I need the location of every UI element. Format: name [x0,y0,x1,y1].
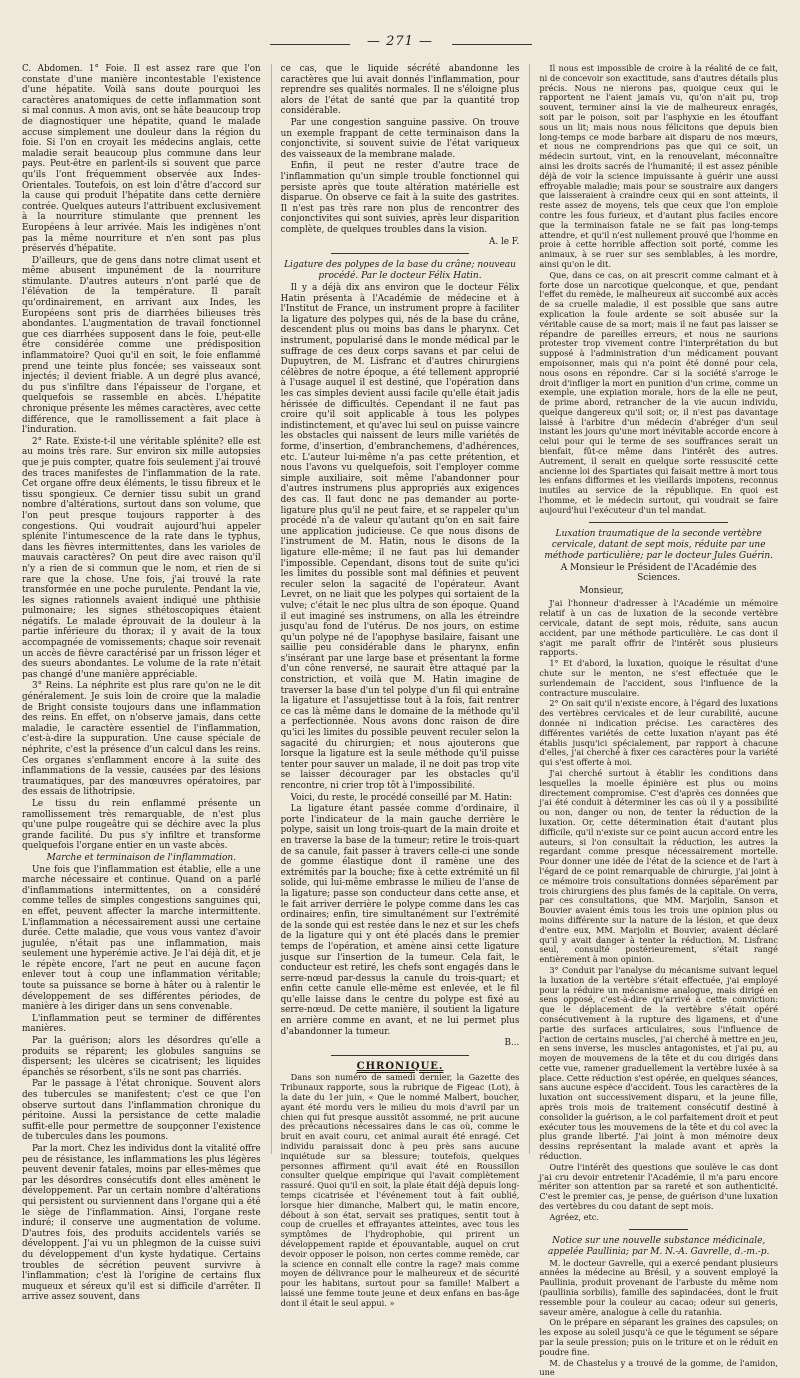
paragraph: D'ailleurs, que de gens dans notre climat usent et même abusent impunément de la nourriture stimulante. D'autres auteurs n'ont parlé que de l'élévation de la température. Il paraît qu'ordinairement, en arrivant aux Indes, les Européens sont pris de diarrhées bilieuses très abondantes. L'augmentation de travail fonctionnel que ces diarrhées supposent dans le foie, peut-elle être considérée comme une prédisposition inflammatoire? Quoi qu'il en soit, le foie enflammé prend une teinte plus foncée; ses vaisseaux sont injectés; il devient friable. A un degré plus avancé, du pus s'infiltre dans l'épaisseur de l'organe, et quelquefois se rassemble en abcès. L'hépatite chronique présente les mêmes caractères, avec cette différence, que le ramollissement a fait place à l'induration. [22,255,261,436]
divider [331,253,470,254]
column-1 [22,64,261,1303]
signature: A. le F. [489,236,520,247]
paragraph: Voici, du reste, le procédé conseillé par M. Hatin: [290,792,513,803]
paragraph: Il y a déjà dix ans environ que le docteur Félix Hatin présenta à l'Académie de médecine et à l'Institut de France, un instrument propre à faciliter la ligature des polypes qui, nés de la base du crâne, descendent plus ou moins bas dans le pharynx. Cet instrument, popularisé dans le monde médical par le suffrage de ces deux corps savans et par celui de Dupuytren, de M. Lisfranc et d'autres chirurgiens célèbres de notre époque, a été tellement approprié à l'usage auquel il est destiné, que l'opération dans les cas simples devient aussi facile qu'elle était jadis hérissée de difficultés. Cependant il ne faut pas croire qu'il soit applicable à tous les polypes indistinctement, et qu'avec lui seul on puisse vaincre les obstacles qui naissent de leurs mille variétés de forme, d'insertion, d'embranchemens, d'adhérences, etc. L'auteur lui-même n'a pas cette prétention, et nous l'avons vu quelquefois, soit l'employer comme simple auxiliaire, soit même l'abandonner pour d'autres instrumens plus appropriés aux exigences des cas. Il faut donc ne pas demander au porte-ligature plus qu'il ne peut faire, et se rappeler qu'un procédé n'a de valeur qu'autant qu'on en sait faire une application judicieuse. Ce que nous disons de l'instrument de M. Hatin, nous le disons de la ligature elle-même; il ne faut pas lui demander l'impossible. Cependant, disons tout de suite qu'ici les limites du possible sont mal définies et peuvent reculer selon la sagacité de l'opérateur. Avant Levret, on ne liait que les polypes qui sortaient de la vulve; c'était le nec plus ultra de son époque. Quand il eut imaginé ses instrumens, on alla les étreindre jusqu'au fond de l'utérus. De nos jours, on estime qu'un polype né de l'apophyse basilaire, faisant une saillie peu considérable dans le pharynx, enfin s'insérant par une large base et présentant la forme d'un cône renversé, ne saurait être attaqué par la constriction, et voilà que M. Hatin imagine de traverser la base d'un tel polype d'un fil qui entraîne la ligature et l'assujettisse tout à la fois, fait rentrer ce cas là même dans le domaine de la méthode qu'il a perfectionnée. Nous avons donc raison de dire qu'ici les limites du possible peuvent reculer selon la sagacité du chirurgien; et nous ajouterons que lorsque la ligature est la seule méthode qu'il puisse tenter pour sauver un malade, il ne doit pas trop vite se laisser décourager par les obstacles qu'il rencontre, ni crier trop tôt à l'impossibilité. [280,283,520,791]
paragraph: Par une congestion sanguine passive. On trouve un exemple frappant de cette terminaison dans la conjonctivite, si souvent suivie de l'état variqueux des vaisseaux de la membrane malade. [280,117,520,160]
article-title: Luxation traumatique de la seconde vertèbre cervicale, datant de sept mois, réduite par une méthode particulière; par le docteur Jules Guérin. [544,528,774,561]
paragraph: Le tissu du rein enflammé présente un ramollissement très remarquable, de n'est plus qu'une pulpe rougeâtre qui se déchire avec la plus grande facilité. Du pus s'y infiltre et transforme quelquefois l'organe entier en un vaste abcès. [22,798,261,852]
page-header [0,34,800,54]
divider [331,1055,470,1056]
paragraph: Par la mort. Chez les individus dont la vitalité offre peu de résistance, les inflammations les plus légères peuvent devenir fatales, moins par elles-mêmes que par les désordres consécutifs dont elles amènent le développement. Par un certain nombre d'altérations qui persistent ou surviennent dans l'organe qui a été le siège de l'inflammation. Ainsi, l'organe reste induré; il conserve une augmentation de volume. D'autres fois, des produits accidentels variés se développent. J'ai vu un phlegmon de la cuisse suivi du développement d'un kyste hydatique. Certains troubles de sécrétion peuvent survivre à l'inflammation; c'est là l'origine de certains flux muqueux et séreux qu'il est si difficile d'arrêter. Il arrive assez souvent, dans [22,1143,261,1303]
article-title: Notice sur une nouvelle substance médicinale, appelée Paullinia; par M. N.-A. Gavrelle, d.-m.-p. [547,1235,770,1257]
paragraph: 3° Conduit par l'analyse du mécanisme suivant lequel la luxation de la vertèbre s'était effectuée, j'ai employé pour la réduire un mécanisme analogue, mais dirigé en sens opposé, c'est-à-dire qu'arrivé à cette conviction: que le déplacement de la vertèbre s'était opéré consécutivement à la rupture des ligamens, et d'une partie des surfaces articulaires, sous l'influence de l'action de certains muscles, j'ai cherché à mettre en jeu, en sens inverse, les muscles antagonistes, et j'ai pu, au moyen de mouvemens de la tête et du cou dirigés dans cette vue, ramener graduellement la vertèbre luxée à sa place. Cette réduction s'est opérée, en quelques séances, sans aucune espèce d'accident. Tous les caractères de la luxation ont successivement disparu, et la jeune fille, après trois mois de traitement consécutif destiné à consolider la guérison, a le col parfaitement droit et peut exécuter tous les mouvemens de la tête et du col avec la plus grande liberté. J'ai joint à mon mémoire deux dessins représentant la malade avant et après la réduction. [539,964,779,1162]
page-number: — 271 — [366,34,434,49]
paragraph: Une fois que l'inflammation est établie, elle a une marche nécessaire et continue. Quand on a parlé d'inflammations intermittentes, on a considéré comme telles de simples congestions sanguines qui, en effet, peuvent affecter la marche intermittente. L'inflammation a nécessairement aussi une certaine durée. Cette maladie, que vous vous vantez d'avoir jugulée, n'était pas une inflammation, mais seulement une hyperémie active. Je l'ai déjà dit, et je le répète encore, l'art ne peut en aucune façon enlever tout à coup une inflammation véritable; toute sa puissance se borne à hâter ou à ralentir le développement de ses différentes périodes, de manière à les diriger dans un sens convenable. [22,864,261,1013]
paragraph: 3° Reins. La néphrite est plus rare qu'on ne le dit généralement. Je suis loin de croire que la maladie de Bright consiste toujours dans une inflammation des reins. En effet, on n'observe jamais, dans cette maladie, le caractère essentiel de l'inflammation, c'est-à-dire la suppuration. Une cause spéciale de néphrite, c'est la présence d'un calcul dans les reins. Ces organes s'enflamment encore à la suite des inflammations de la vessie, causées par des lésions traumatiques, par des manœuvres opératoires, par des essais de lithotripsie. [22,681,261,798]
paragraph: J'ai cherché surtout à établir les conditions dans lesquelles la moelle épinière est plus ou moins directement compromise. C'est d'après ces données que j'ai été conduit à déterminer les cas où il y a possibilité ou non, danger ou non, de tenter la réduction de la luxation. Or, cette détermination était d'autant plus difficile, qu'il n'existe sur ce point aucun accord entre les auteurs, si l'on consultait la réduction, les autres la regardant comme presque nécessairement mortelle. Pour donner une idée de l'état de la science et de l'art à l'égard de ce point remarquable de chirurgie, j'ai joint à ce mémoire trois consultations données séparément par trois chirurgiens des plus famés de la capitale. On verra, par ces consultations, que MM. Marjolin, Sanson et Bouvier avaient émis tous les trois une opinion plus ou moins différente sur la nature de la lésion, et que deux d'entre eux, MM. Marjolin et Bouvier, avaient déclaré qu'il y avait danger à tenter la réduction. M. Lisfranc seul, consulté postérieurement, s'était rangé entièrement à mon opinion. [539,767,779,965]
paragraph: L'inflammation peut se terminer de différentes manières. [22,1013,261,1035]
chronique-title: CHRONIQUE. [356,1060,444,1072]
paragraph: On le prépare en séparant les graines des capsules; on les expose au soleil jusqu'à ce que le tégument se sépare par la seule pression; puis on le triture et on le réduit en poudre fine. [539,1317,779,1357]
column-2 [271,64,520,1308]
paragraph: Agréez, etc. [549,1211,599,1222]
paragraph: ce cas, que le liquide sécrété abandonne les caractères que lui avait donnés l'inflammation, pour reprendre ses qualités normales. Il ne s'éloigne plus alors de l'état de santé que par la quantité trop considérable. [280,64,520,117]
paragraph: Que, dans ce cas, on ait prescrit comme calmant et à forte dose un narcotique quelconque, et que, pendant l'effet du remède, le malheureux ait succombé aux accès de sa cruelle maladie, il est possible que sans autre explication la foule ardente se soit abusée sur la véritable cause de sa mort; mais il ne faut pas laisser se répandre de pareilles erreurs, et nous ne saurions protester trop vivement contre l'interprétation du but supposé à l'administration d'un médicament pouvant empoisonner, mais qui n'a point été donné pour cela, nous osons en répondre. Car si la société s'arroge le droit d'infliger la mort en punition d'un crime, comme un exemple, une expiation morale, hors de la elle ne peut, de prime abord, retrancher de la vie aucun individu, quelque dangereux qu'il soit; or, il n'est pas davantage laissé à l'arbitre d'un médecin d'abréger d'un seul instant les jours qu'une mort inévitable accorde encore à celui pour qui le terme de ses souffrances serait un bienfait, fût-ce même dans l'intérêt des autres. Autrement, il serait en quelque sorte ressuscité cette ancienne loi des Spartiates qui faisait mettre à mort tous les enfans difformes et les vieillards impotens, reconnus inutiles au service de la république. En quoi est l'homme, et le médecin surtout, qui voudrait se faire aujourd'hui l'exécuteur d'un tel mandat. [539,269,779,515]
paragraph: Par le passage à l'état chronique. Souvent alors des tubercules se manifestent; c'est ce que l'on observe surtout dans l'inflammation chronique du péritoine. Aussi la persistance de cette maladie suffit-elle pour permettre de soupçonner l'existence de tubercules dans les poumons. [22,1079,261,1143]
paragraph: Il nous est impossible de croire à la réalité de ce fait, ni de concevoir son exactitude, sans d'autres détails plus précis. Nous ne nierons pas, quoique ceux qui le rapportent ne l'aient jamais vu, qu'on n'ait pu, trop souvent, terminer ainsi la vie de malheureux enragés, soit par le poison, soit par l'asphyxie en les étouffant sous un lit; mais nous nous félicitons que depuis bien long-temps ce mode barbare ait disparu de nos mœurs, et nous ne comprendrions pas que qui ce soit, un médecin surtout, vint, en la renouvelant, méconnaître ainsi les droits sacrés de l'humanité; il est assez pénible déjà de voir la science impuissante à guérir une aussi effroyable maladie; mais pour se soustraire aux dangers que laisseraient à craindre ceux qui en sont atteints, il reste assez de moyens, tels que ceux que l'on emploie contre les fous furieux, et d'autant plus faciles encore que la terminaison fatale ne se fait pas long-temps attendre, et qu'il n'est nullement prouvé que l'homme en proie à cette horrible affection soit porté, comme les animaux, à se ruer sur ses semblables, à les mordre, ainsi qu'on le dit. [539,63,779,269]
signature: B... [504,1038,520,1049]
columns [22,63,779,1378]
header-rule-left [270,44,350,45]
paragraph: Enfin, il peut ne rester d'autre trace de l'inflammation qu'un simple trouble fonctionnel qui persiste après que toute altération matérielle est disparue. On observe ce fait à la suite des gastrites. Il n'est pas très rare non plus de rencontrer des conjonctivites qui sont suivies, après leur disparition complète, de quelques troubles dans la vision. [280,161,520,235]
address-line: A Monsieur le Président de l'Académie des Sciences. [560,562,757,584]
header-rule-right [452,44,532,45]
paragraph: Par la guérison; alors les désordres qu'elle a produits se réparent; les globules sanguins se dispersent; les ulcères se cicatrisent; les liquides épanchés se résorbent, s'ils ne sont pas charriés. [22,1036,261,1078]
paragraph: Outre l'intérêt des questions que soulève le cas dont j'ai cru devoir entretenir l'Académie, il m'a paru encore mériter son attention par sa rareté et son authenticité. C'est le premier cas, je pense, de guérison d'une luxation des vertèbres du cou datant de sept mois. [539,1161,779,1212]
paragraph: 2° On sait qu'il n'existe encore, à l'égard des luxations des vertèbres cervicales et de leur curabilité, aucune donnée ni indication précise. Les caractères des différentes variétés de cette luxation n'ayant pas été établis jusqu'ici spécialement, par rapport à chacune d'elles, j'ai cherché à fixer ces caractères pour la variété qui s'est offerte à moi. [539,698,779,768]
paragraph: J'ai l'honneur d'adresser à l'Académie un mémoire relatif à un cas de luxation de la seconde vertèbre cervicale, datant de sept mois, réduite, sans aucun accident, par une méthode particulière. Le cas dont il s'agit me paraît offrir de l'intérêt sous plusieurs rapports. [539,598,779,658]
divider [589,522,728,523]
paragraph: 1° Et d'abord, la luxation, quoique le résultat d'une chute sur le menton, ne s'est effectuée que le surlendemain de l'accident, sous l'influence de la contracture musculaire. [539,658,779,698]
paragraph: 2° Rate. Existe-t-il une véritable splénite? elle est au moins très rare. Sur environ six mille autopsies que je puis compter, quatre fois seulement j'ai trouvé des traces manifestes de l'inflammation de la rate. Cet organe offre deux éléments, le tissu fibreux et le tissu spongieux. Ce dernier tissu subit un grand nombre d'altérations, surtout dans son volume, que l'on peut presque toujours rapporter à des congestions. Qui voudrait aujourd'hui appeler splénite l'intumescence de la rate dans le typhus, dans les fièvres intermittentes, dans les varioles de mauvais caractères? On peut dire avec raison qu'il n'y a rien de si commun que le nom, et rien de si rare que la chose. Une fois, j'ai trouvé la rate transformée en une poche purulente. Pendant la vie, les signes rationnels avaient indiqué une phthisie pulmonaire; les signes sthétoscopiques étaient négatifs. Le malade éprouvait de la douleur à la partie inférieure du thorax; il y avait de la toux accompagnée de vomissements; chaque soir revenait un accès de fièvre caractérisé par un frisson léger et des sueurs abondantes. Le volume de la rate n'était pas changé d'une manière appréciable. [22,436,261,680]
paragraph: C. Abdomen. 1° Foie. Il est assez rare que l'on constate d'une manière incontestable l'existence d'une hépatite. Voilà sans doute pourquoi les caractères anatomiques de cette inflammation sont si mal connus. A mon avis, ont se hâte beaucoup trop de diagnostiquer une hépatite, quand le malade accuse simplement une douleur dans la région du foie. Si l'on en croyait les médecins anglais, cette maladie serait beaucoup plus commune dans leur pays. Peut-être en parlent-ils si souvent que parce qu'ils l'ont fréquemment observée aux Indes-Orientales. Toutefois, on est loin d'être d'accord sur la cause qui produit l'hépatite dans cette dernière contrée. Quelques auteurs l'attribuent exclusivement à la nourriture stimulante que prennent les Européens à leur arrivée. Mais les indigènes n'ont pas la même nourriture et n'en sont pas plus préservés d'hépatite. [22,64,261,255]
section-title: Marche et terminaison de l'inflammation. [46,852,237,863]
paragraph: La ligature étant passée comme d'ordinaire, il porte l'indicateur de la main gauche derrière le polype, saisit un long trois-quart de la main droite et en traverse la base de la tumeur; retire le trois-quart de sa canule, fait passer à travers celle-ci une sonde de gomme élastique dont il ramène une des extrémités par la bouche; fixe à cette extrémité un fil solide, qui lui-même embrasse le milieu de l'anse de la ligature; passe son conducteur dans cette anse, et le fait arriver derrière le polype comme dans les cas ordinaires; enfin, tire simultanément sur l'extrémité de la sonde qui est restée dans le nez et sur les chefs de la ligature qui y ont été placés dans le premier temps de l'opération, et amène ainsi cette ligature jusque sur l'insertion de la tumeur. Cela fait, le conducteur est retiré, les chefs sont engagés dans le serre-nœud par-dessus la canule du trois-quart; et enfin cette canule elle-même est enlevée, et le fil qu'elle laisse dans le centre du polype est fixé au serre-nœud. De cette manière, il soutient la ligature en arrière comme en avant, et ne lui permet plus d'abandonner la tumeur. [280,804,520,1037]
article-title: Ligature des polypes de la base du crâne; nouveau procédé. Par le docteur Félix Hatin. [284,260,516,282]
salutation: Monsieur, [579,585,624,596]
column-3 [529,63,779,1378]
paragraph: M. le docteur Gavrelle, qui a exercé pendant plusieurs années la médecine au Brésil, y a souvent employé la Paullinia, produit provenant de l'arbuste du même nom (paullinia sorbilis), famille des sapindacées, dont le fruit ressemble pour la couleur au cacao; odeur sui generis, saveur amère, analogue à celle du ratanhia. [539,1257,779,1317]
chronique-heading [281,1062,520,1073]
chronique-text: Dans son numéro de samedi dernier, la Gazette des Tribunaux rapporte, sous la rubrique de Figeac (Lot), à la date du 1er juin, « Que le nommé Malbert, boucher, ayant été mordu vers le milieu du mois d'avril par un chien qui fut presque aussitôt assommé, ne prit aucune des précautions nécessaires dans le cas où, comme le bruit en avait couru, cet animal aurait été enragé. Cet individu paraissait donc à peu près sans aucune inquiétude sur sa blessure; toutefois, quelques personnes affirment qu'il avait été en Roussillon consulter quelque empirique qui l'avait complètement rassuré. Quoi qu'il en soit, la plaie était déjà depuis long-temps cicatrisée et l'événement tout à fait oublié, lorsque hier dimanche, Malbert qui, le matin encore, débout à son état, servait ses pratiques, sentit tout à coup de cruelles et effrayantes atteintes, avec tous les symptômes de l'hydrophobie, qui prirent un développement rapide et épouvantable, auquel on crut devoir opposer le poison, non certes comme remède, car la science en connaît elle contre la rage? mais comme moyen de délivrance pour le malheureux et de sécurité pour les habitans, surtout pour sa famille! Malbert a laissé une femme toute jeune et deux enfans en bas-âge dont il était le seul appui. » [280,1072,520,1308]
divider [629,1229,688,1230]
paragraph: M. de Chastelus y a trouvé de la gomme, de l'amidon, une [539,1357,779,1378]
